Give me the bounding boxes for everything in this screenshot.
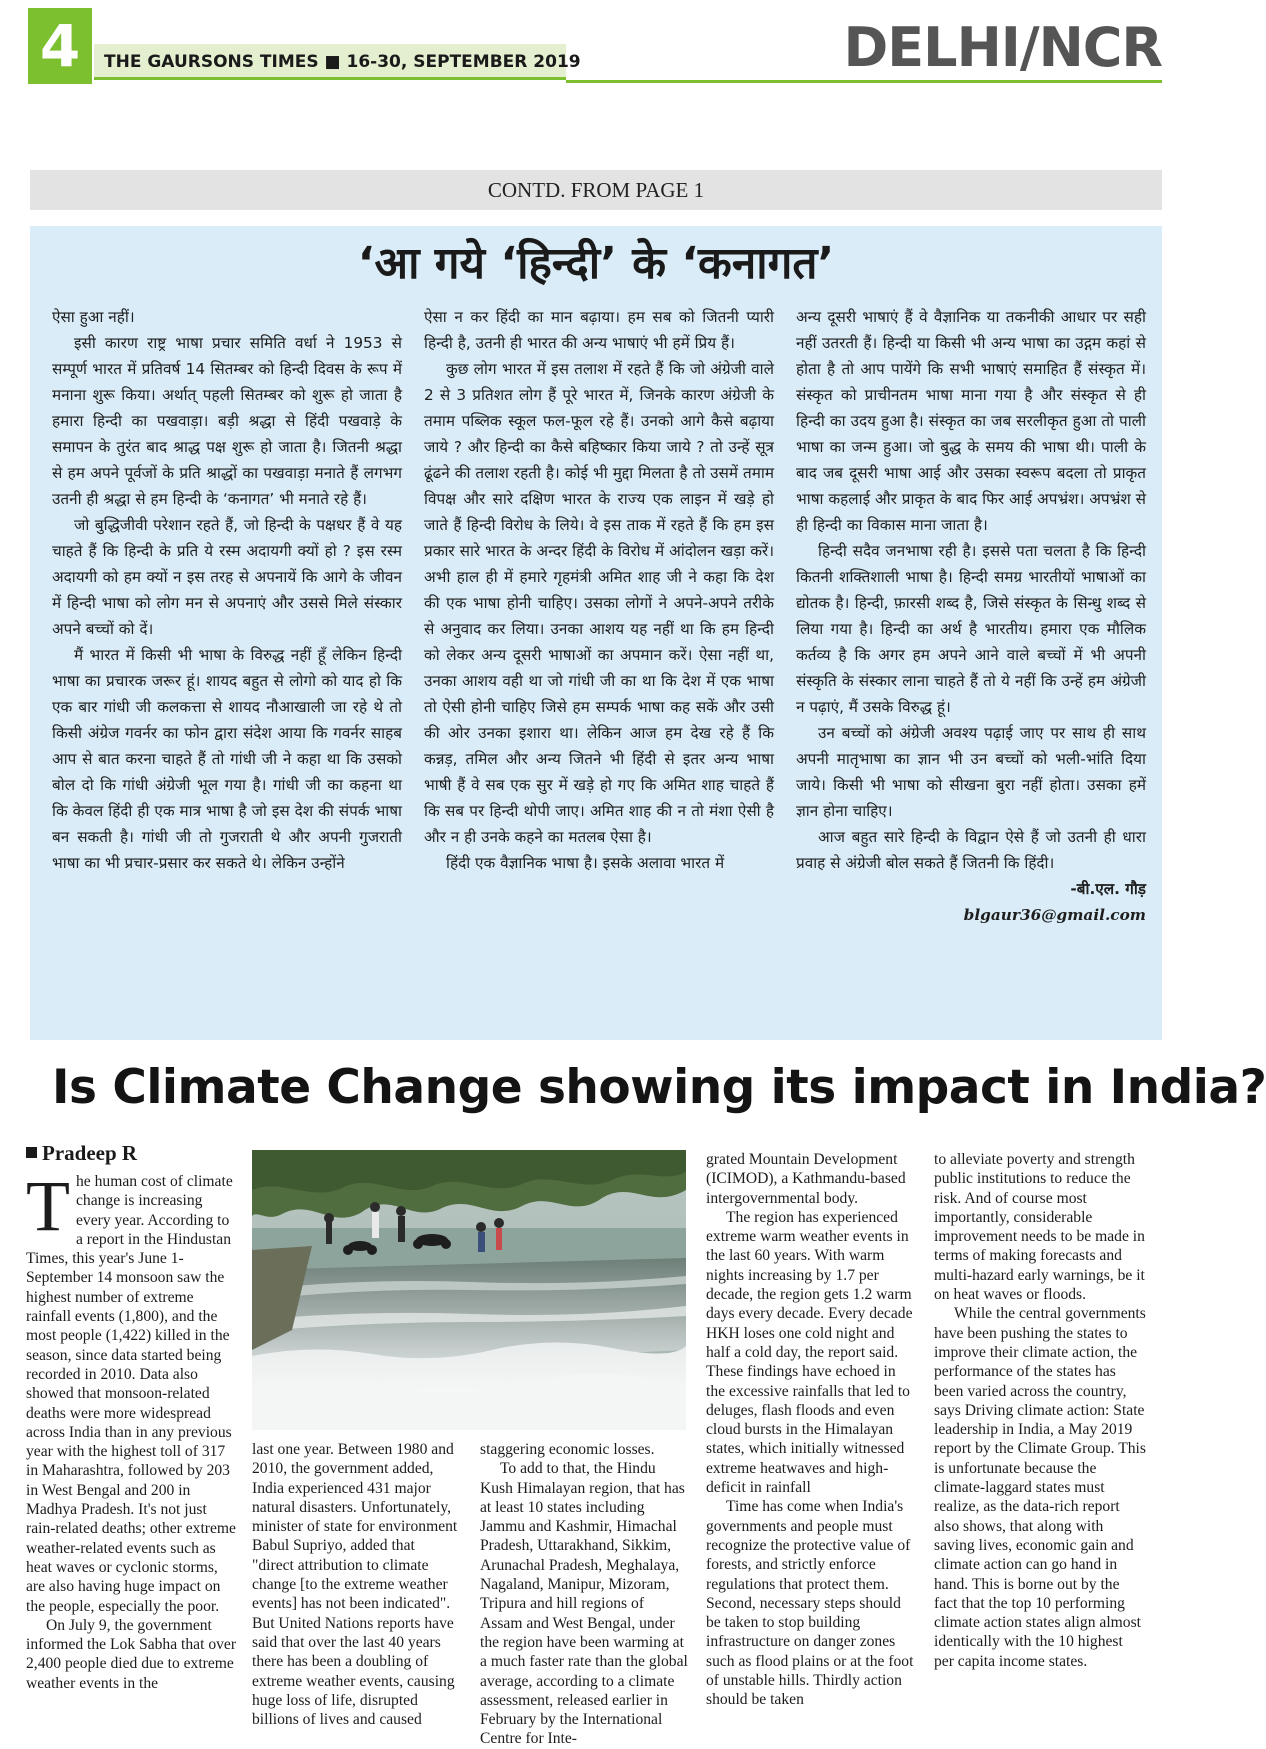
paragraph: staggering economic losses.	[480, 1441, 655, 1458]
byline-square-icon	[26, 1147, 37, 1158]
hindi-column-2	[424, 304, 774, 994]
paragraph: अन्य दूसरी भाषाएं हैं वे वैज्ञानिक या तकनीकी आधार पर सही नहीं उतरती हैं। हिन्दी या किसी भी अन्य भाषा का उद्गम कहां से होता है तो आप पायेंगे कि सभी भाषाएं समाहित हैं संस्कृत में। संस्कृत को प्राचीनतम भाषा माना गया है और संस्कृत से ही हिन्दी का उदय हुआ है। संस्कृत का जब सरलीकृत हुआ तो पाली भाषा का जन्म हुआ। जो बुद्ध के समय की भाषा थी। पाली के बाद जब दूसरी भाषा आई और उसका स्वरूप बदला तो प्राकृत भाषा कहलाई और प्राकृत के बाद फिर आई अपभ्रंश। अपभ्रंश से ही हिन्दी का विकास माना जाता है।	[796, 308, 1146, 534]
paragraph: कुछ लोग भारत में इस तलाश में रहते हैं कि जो अंग्रेजी वाले 2 से 3 प्रतिशत लोग हैं पूरे भारत में, जिनके कारण अंग्रेजी के तमाम पब्लिक स्कूल फल-फूल रहे हैं। उनको आगे कैसे बढ़ाया जाये ? और हिन्दी का कैसे बहिष्कार किया जाये ? तो उन्हें सूत्र ढूंढने की तलाश रहती है। कोई भी मुद्दा मिलता है तो उसमें तमाम विपक्ष और सारे दक्षिण भारत के राज्य एक लाइन में खड़े हो जाते हैं हिन्दी विरोध के लिये। वे इस ताक में रहते हैं कि हम इस प्रकार सारे भारत के अन्दर हिंदी के विरोध में आंदोलन खड़ा करें। अभी हाल ही में हमारे गृहमंत्री अमित शाह जी ने कहा कि देश की एक भाषा होनी चाहिए। उसका लोगों ने अपने-अपने तरीके से अनुवाद कर लिया। उनका आशय यह नहीं था कि हम हिन्दी को लेकर अन्य दूसरी भाषाओं का अपमान करें। ऐसा नहीं था, उनका आशय वही था जो गांधी जी का था कि देश में एक भाषा तो ऐसी होनी चाहिए जिसे हम सम्पर्क भाषा कह सकें और उसी की ओर उनका इशारा था। लेकिन आज हम देख रहे हैं कि कन्नड़, तमिल और अन्य जितने भी हिंदी से इतर अन्य भाषा भाषी हैं वे सब एक सुर में खड़े हो गए कि अमित शाह चाहते हैं कि सब पर हिन्दी थोपी जाए। अमित शाह की न तो मंशा ऐसी है और न ही उनके कहने का मतलब ऐसा है।	[424, 360, 774, 846]
header-rule	[566, 80, 1162, 83]
hindi-author-byline: -बी.एल. गौड़	[1070, 880, 1146, 898]
section-title: DELHI/NCR	[843, 16, 1162, 79]
continued-label: CONTD. FROM PAGE 1	[30, 170, 1162, 210]
author-name: Pradeep R	[42, 1141, 138, 1165]
hindi-column-1	[52, 304, 402, 994]
paragraph: Time has come when India's governments and people must recognize the protective value of forests, and strictly enforce regulations that protect them. Second, necessary steps should be taken to stop building infrastructure on danger zones such as flood plains or at the foot of unstable hills. Thirdly action should be taken	[706, 1498, 914, 1709]
flood-photo-image	[252, 1150, 686, 1430]
paragraph: उन बच्चों को अंग्रेजी अवश्य पढ़ाई जाए पर साथ ही साथ अपनी मातृभाषा का ज्ञान भी उन बच्चों को भली-भांति दिया जाये। किसी भी भाषा को सीखना बुरा नहीं होता। उसका हमें ज्ञान होना चाहिए।	[796, 724, 1146, 820]
paragraph: On July 9, the government informed the Lok Sabha that over 2,400 people died due to extreme weather events in the	[26, 1616, 237, 1692]
paragraph: last one year. Between 1980 and 2010, the government added, India experienced 431 major natural disasters. Unfortunately, minister of state for environment Babul Supriyo, added that "direct attribution to climate change [to the extreme weather events] has not been indicated". But United Nations reports have said that over the last 40 years there has been a doubling of extreme weather events, causing huge loss of life, disrupted billions of lives and caused	[252, 1441, 458, 1729]
paragraph: While the central governments have been pushing the states to improve their climate action, the performance of the states has been varied across the country, says Driving climate action: State leadership in India, a May 2019 report by the Climate Group. This is unfortunate because the climate-laggard states must realize, as the data-rich report also shows, that along with saving lives, economic gain and climate action can go hand in hand. This is borne out by the fact that the top 10 performing climate action states align almost identically with the 10 highest per capita income states.	[934, 1305, 1146, 1670]
paragraph: he human cost of climate change is increasing every year. According to a report in the Hindustan Times, this year's June 1-September 14 monsoon saw the highest number of extreme rainfall events (1,800), and the most people (1,422) killed in the season, since data started being recorded in 2010. Data also showed that monsoon-related deaths were more widespread across India than in any previous year with the highest toll of 317 in Maharashtra, followed by 203 in West Bengal and 200 in Madhya Pradesh. It's not just rain-related deaths; other extreme weather-related events such as heat waves or cyclonic storms, are also having huge impact on the people, especially the poor.	[26, 1173, 236, 1615]
hindi-article	[30, 226, 1162, 1040]
paragraph: मैं भारत में किसी भी भाषा के विरुद्ध नहीं हूँ लेकिन हिन्दी भाषा का प्रचारक जरूर हूं। शायद बहुत से लोगो को याद हो कि एक बार गांधी जी कलकत्ता से शायद नौआखाली जा रहे थे तो किसी अंग्रेज गवर्नर का फोन द्वारा संदेश आया कि गवर्नर साहब आप से बात करना चाहते हैं तो गांधी जी ने कहा था कि उसको बोल दो कि गांधी अंग्रेजी भूल गया है। गांधी जी का कहना था कि केवल हिंदी ही एक मात्र भाषा है जो इस देश की संपर्क भाषा बन सकती है। गांधी जी तो गुजराती थे और अपनी गुजराती भाषा का भी प्रचार-प्रसार कर सकते थे। लेकिन उन्होंने	[52, 646, 402, 872]
author-email: blgaur36@gmail.com	[963, 906, 1146, 924]
paragraph: ऐसा न कर हिंदी का मान बढ़ाया। हम सब को जितनी प्यारी हिन्दी है, उतनी ही भारत की अन्य भाषाएं भी हमें प्रिय हैं।	[424, 308, 774, 352]
masthead: THE GAURSONS TIMES ■ 16-30, SEPTEMBER 2019	[94, 44, 566, 80]
english-column-4	[706, 1150, 914, 1720]
paragraph: ऐसा हुआ नहीं।	[52, 308, 135, 326]
paragraph: The region has experienced extreme warm weather events in the last 60 years. With warm nights increasing by 1.7 per decade, the region gets 1.2 warm days every decade. Every decade HKH loses one cold night and half a cold day, the report said. These findings have echoed in the excessive rainfalls that led to deluges, flash floods and even cloud bursts in the Himalayan states, which initially witnessed extreme heatwaves and high-deficit in rainfall	[706, 1208, 913, 1497]
english-column-1	[26, 1166, 238, 1720]
hindi-column-3	[796, 304, 1146, 994]
english-author-byline	[26, 1140, 137, 1166]
paragraph: हिंदी एक वैज्ञानिक भाषा है। इसके अलावा भारत में	[446, 854, 725, 872]
english-column-5	[934, 1150, 1146, 1720]
paragraph: grated Mountain Development (ICIMOD), a Kathmandu-based intergovernmental body.	[706, 1151, 906, 1207]
paragraph: जो बुद्धिजीवी परेशान रहते हैं, जो हिन्दी के पक्षधर हैं वे यह चाहते हैं कि हिन्दी के प्रति ये रस्म अदायगी क्यों हो ? इस रस्म अदायगी को हम क्यों न इस तरह से अपनायें कि आगे के जीवन में हिन्दी भाषा को लोग मन से अपनाएं और उससे मिले संस्कार अपने बच्चों को दें।	[52, 516, 402, 638]
paragraph: to alleviate poverty and strength public institutions to reduce the risk. And of course most importantly, considerable improvement needs to be made in terms of making forecasts and multi-hazard early warnings, be it on heat waves or floods.	[934, 1151, 1145, 1304]
paragraph: हिन्दी सदैव जनभाषा रही है। इससे पता चलता है कि हिन्दी कितनी शक्तिशाली भाषा है। हिन्दी समग्र भारतीयों भाषाओं का द्योतक है। हिन्दी, फ़ारसी शब्द है, जिसे संस्कृत के सिन्धु शब्द से लिया गया है। हिन्दी का अर्थ है भारतीय। हमारा एक मौलिक कर्तव्य है कि अगर हम अपने आने वाले बच्चों में भी अपनी संस्कृति के संस्कार लाना चाहते हैं तो ये नहीं कि उन्हें हम अंग्रेजी न पढ़ाएं, मैं उसके विरुद्ध हूं।	[796, 542, 1146, 716]
paragraph: To add to that, the Hindu Kush Himalayan region, that has at least 10 states including Jammu and Kashmir, Himachal Pradesh, Uttarakhand, Sikkim, Arunachal Pradesh, Meghalaya, Nagaland, Manipur, Mizoram, Tripura and hill regions of Assam and West Bengal, under the region have been warming at a much faster rate than the global average, according to a climate assessment, released earlier in February by the International Centre for Inte-	[480, 1460, 688, 1748]
english-column-2	[252, 1440, 458, 1729]
drop-cap: T	[26, 1166, 70, 1246]
english-column-3	[480, 1440, 688, 1748]
hindi-article-body	[52, 304, 1146, 994]
english-article-headline: Is Climate Change showing its impact in India?	[52, 1060, 1266, 1115]
paragraph: आज बहुत सारे हिन्दी के विद्वान ऐसे हैं जो उतनी ही धारा प्रवाह से अंग्रेजी बोल सकते हैं जितनी कि हिंदी।	[796, 828, 1146, 872]
flood-photo	[252, 1150, 686, 1430]
hindi-article-title: ‘आ गये ‘हिन्दी’ के ‘कनागत’	[357, 238, 835, 289]
paragraph: इसी कारण राष्ट्र भाषा प्रचार समिति वर्धा ने 1953 से सम्पूर्ण भारत में प्रतिवर्ष 14 सितम्बर को हिन्दी दिवस के रूप में मनाना शुरू किया। अर्थात् पहली सितम्बर को शुरू हो जाता है हमारा हिन्दी का पखवाड़ा। बड़ी श्रद्धा से हिंदी पखवाड़े के समापन के तुरंत बाद श्राद्ध पक्ष शुरू हो जाता है। जितनी श्रद्धा से हम अपने पूर्वजों के प्रति श्राद्धों का पखवाड़ा मनाते हैं लगभग उतनी ही श्रद्धा से हम हिन्दी के ‘कनागत’ भी मनाते रहे हैं।	[52, 334, 402, 508]
page-number: 4	[28, 8, 92, 84]
